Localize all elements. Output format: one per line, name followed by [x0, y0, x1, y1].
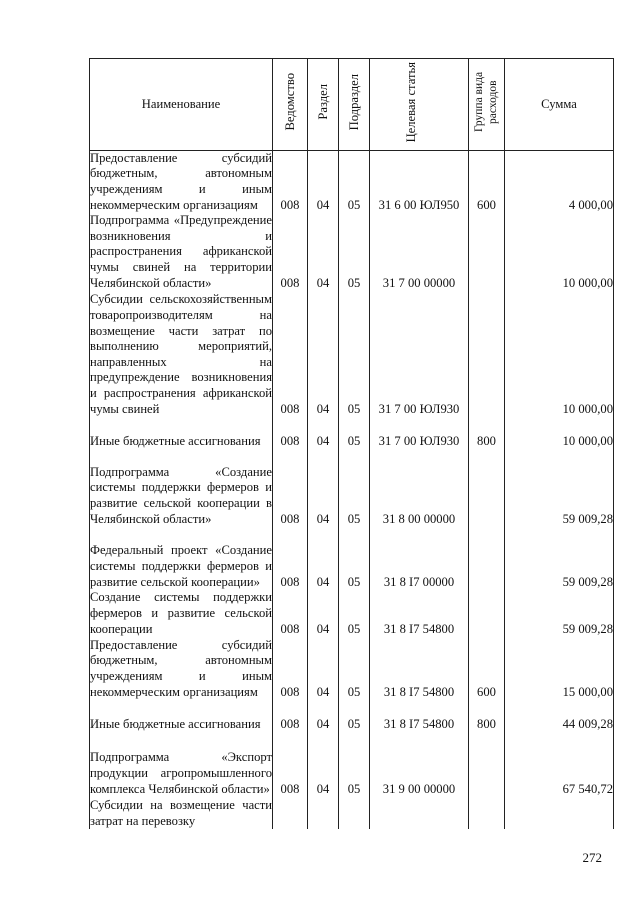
row-vedomstvo: 008 [273, 590, 308, 637]
row-summa: 10 000,00 [505, 213, 614, 291]
row-gruppa [469, 213, 505, 291]
row-razdel: 04 [308, 732, 339, 797]
row-razdel: 04 [308, 291, 339, 417]
row-podrazdel: 05 [339, 590, 370, 637]
row-celevaya: 31 9 00 00000 [370, 732, 469, 797]
header-podrazdel: Подраздел [339, 59, 370, 151]
row-celevaya: 31 8 I7 54800 [370, 700, 469, 732]
row-name: Предоставление субсидий бюджетным, автономным учреждениям и иным некоммерческим организациям [90, 150, 272, 212]
row-celevaya: 31 8 00 00000 [370, 449, 469, 527]
row-podrazdel: 05 [339, 700, 370, 732]
row-celevaya: 31 7 00 ЮЛ930 [370, 291, 469, 417]
row-summa: 4 000,00 [505, 150, 614, 213]
row-summa: 10 000,00 [505, 291, 614, 417]
row-podrazdel: 05 [339, 417, 370, 449]
row-podrazdel [339, 797, 370, 829]
table-row [90, 213, 614, 291]
row-razdel: 04 [308, 590, 339, 637]
row-vedomstvo: 008 [273, 417, 308, 449]
row-gruppa: 800 [469, 700, 505, 732]
page-number: 272 [582, 850, 602, 865]
row-summa: 59 009,28 [505, 449, 614, 527]
row-celevaya: 31 6 00 ЮЛ950 [370, 150, 469, 213]
table-row [90, 150, 614, 213]
row-podrazdel: 05 [339, 637, 370, 700]
row-vedomstvo: 008 [273, 637, 308, 700]
table-row [90, 590, 614, 637]
row-vedomstvo: 008 [273, 150, 308, 213]
row-gruppa [469, 527, 505, 590]
header-gruppa: Группа вида расходов [469, 59, 505, 151]
row-vedomstvo: 008 [273, 291, 308, 417]
row-podrazdel: 05 [339, 150, 370, 213]
row-razdel [308, 797, 339, 829]
table-row [90, 637, 614, 700]
row-razdel: 04 [308, 213, 339, 291]
row-name: Подпрограмма «Экспорт продукции агропромышленного комплекса Челябинской области» [90, 732, 273, 797]
row-summa: 15 000,00 [505, 637, 614, 700]
row-razdel: 04 [308, 637, 339, 700]
header-vedomstvo: Ведомство [273, 59, 308, 151]
row-gruppa [469, 291, 505, 417]
row-razdel: 04 [308, 150, 339, 213]
row-summa: 59 009,28 [505, 590, 614, 637]
row-name: Иные бюджетные ассигнования [90, 417, 273, 449]
row-gruppa: 800 [469, 417, 505, 449]
header-name: Наименование [90, 59, 273, 151]
row-name: Субсидии сельскохозяйственным товаропроизводителям на возмещение части затрат по выполнению мероприятий, направленных на предупреждение возникновения и распространения африканской чумы свиней [90, 292, 272, 416]
row-summa: 10 000,00 [505, 417, 614, 449]
row-podrazdel: 05 [339, 527, 370, 590]
row-name: Предоставление субсидий бюджетным, автономным учреждениям и иным некоммерческим организациям [90, 637, 272, 699]
row-razdel: 04 [308, 700, 339, 732]
row-name: Федеральный проект «Создание системы поддержки фермеров и развитие сельской кооперации» [90, 527, 273, 590]
row-vedomstvo [273, 797, 308, 829]
row-podrazdel: 05 [339, 291, 370, 417]
row-gruppa [469, 797, 505, 829]
row-summa: 67 540,72 [505, 732, 614, 797]
row-celevaya [370, 797, 469, 829]
row-gruppa [469, 732, 505, 797]
row-summa [505, 797, 614, 829]
row-razdel: 04 [308, 527, 339, 590]
row-podrazdel: 05 [339, 213, 370, 291]
row-vedomstvo: 008 [273, 527, 308, 590]
row-celevaya: 31 7 00 00000 [370, 213, 469, 291]
row-vedomstvo: 008 [273, 700, 308, 732]
row-celevaya: 31 8 I7 54800 [370, 590, 469, 637]
table-row [90, 291, 614, 417]
row-name: Подпрограмма «Предупреждение возникновения и распространения африканской чумы свиней на территории Челябинской области» [90, 213, 272, 290]
table-row [90, 797, 614, 829]
row-razdel: 04 [308, 449, 339, 527]
row-gruppa [469, 590, 505, 637]
row-name: Создание системы поддержки фермеров и развитие сельской кооперации [90, 590, 272, 636]
row-gruppa: 600 [469, 637, 505, 700]
budget-table [89, 58, 614, 829]
table-row [90, 417, 614, 449]
row-vedomstvo: 008 [273, 213, 308, 291]
row-celevaya: 31 8 I7 00000 [370, 527, 469, 590]
row-razdel: 04 [308, 417, 339, 449]
row-podrazdel: 05 [339, 732, 370, 797]
row-vedomstvo: 008 [273, 449, 308, 527]
row-name: Субсидии на возмещение части затрат на перевозку [90, 797, 272, 828]
row-summa: 59 009,28 [505, 527, 614, 590]
table-row [90, 449, 614, 527]
row-name: Подпрограмма «Создание системы поддержки фермеров и развитие сельской кооперации в Челябинской области» [90, 449, 273, 527]
table-row [90, 732, 614, 797]
table-row [90, 527, 614, 590]
row-podrazdel: 05 [339, 449, 370, 527]
row-vedomstvo: 008 [273, 732, 308, 797]
table-header-row [90, 59, 614, 151]
header-summa: Сумма [505, 59, 614, 151]
header-celevaya: Целевая статья [370, 59, 469, 151]
row-gruppa: 600 [469, 150, 505, 213]
row-name: Иные бюджетные ассигнования [90, 700, 273, 732]
row-summa: 44 009,28 [505, 700, 614, 732]
table-row [90, 700, 614, 732]
row-celevaya: 31 7 00 ЮЛ930 [370, 417, 469, 449]
row-gruppa [469, 449, 505, 527]
row-celevaya: 31 8 I7 54800 [370, 637, 469, 700]
header-razdel: Раздел [308, 59, 339, 151]
